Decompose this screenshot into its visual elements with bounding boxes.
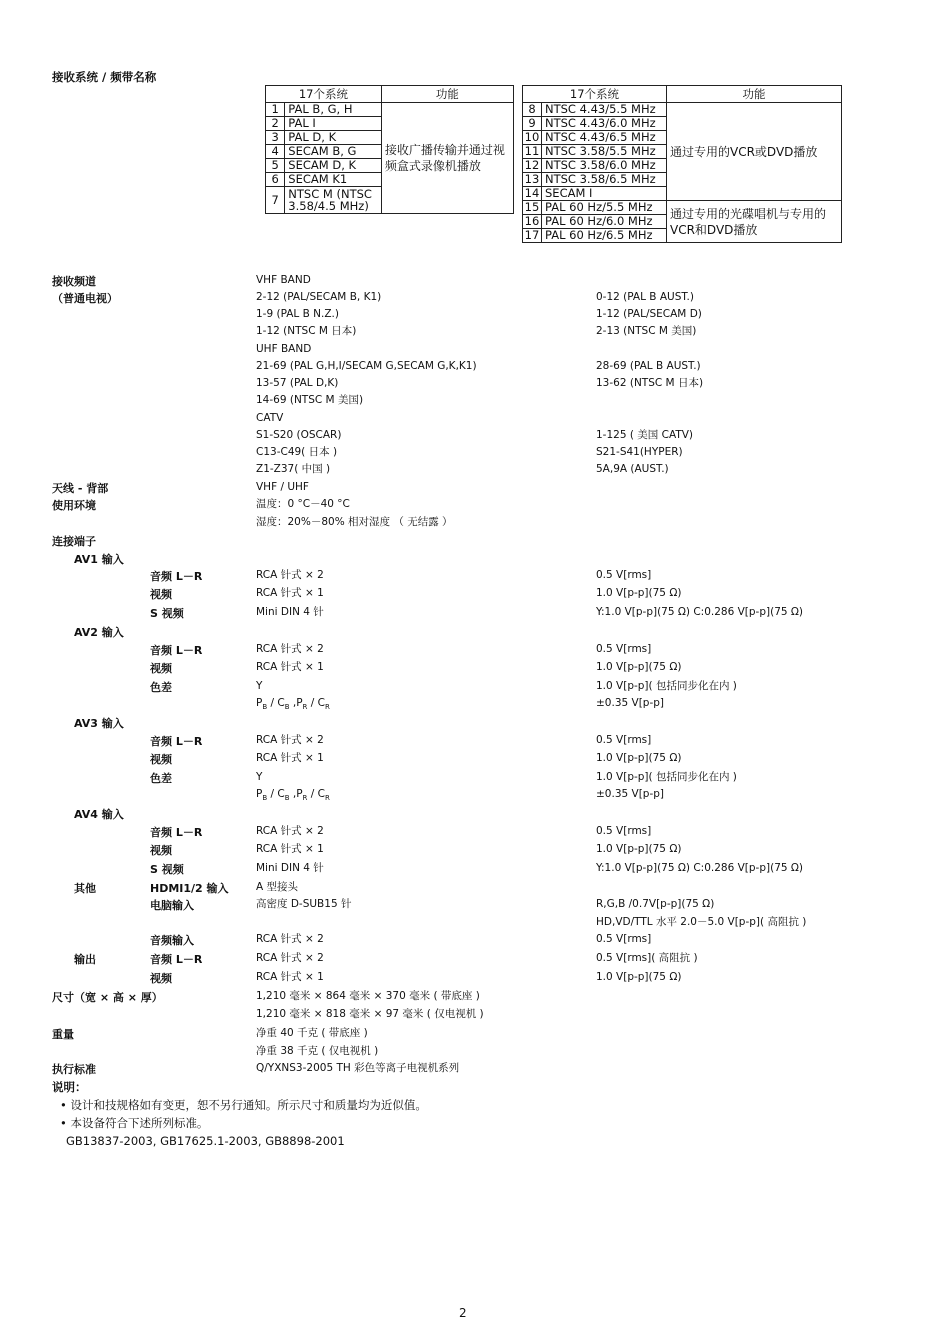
table-row [523,103,842,117]
spec-c3: Q/YXNS3-2005 TH 彩色等离子电视机系列 [256,1062,460,1074]
table1-header-function: 功能 [381,86,513,103]
spec-c3: 净重 40 千克 ( 带底座 ) [256,1027,368,1039]
pb-part: B [262,794,268,802]
spec-c3: VHF BAND [256,274,311,286]
spec-c3: 净重 38 千克 ( 仅电视机 ) [256,1045,379,1057]
spec-c2: S 视频 [150,607,184,620]
system-name: NTSC 4.43/6.0 MHz [542,117,667,131]
system-number: 3 [266,131,285,145]
notes-title: 说明： [52,1080,87,1094]
spec-c4: 0.5 V[rms]( 高阻抗 ) [596,952,698,964]
pb-part: P [256,788,263,800]
pb-part: ,P [289,697,303,709]
spec-c2: 音频 L－R [150,735,203,748]
system-number: 12 [523,159,542,173]
pb-part: R [324,703,330,711]
spec-c4: 1.0 V[p-p](75 Ω) [596,587,682,599]
system-number: 13 [523,173,542,187]
note-item: • 设计和技规格如有变更，恕不另行通知。所示尺寸和质量均为近似值。 [60,1098,427,1112]
spec-c3: 13-57 (PAL D,K) [256,377,339,389]
system-name: SECAM K1 [285,173,382,187]
spec-c3: 高密度 D-SUB15 针 [256,898,352,910]
spec-c3: RCA 针式 × 1 [256,843,324,855]
spec-c3: Mini DIN 4 针 [256,862,324,874]
pb-part: P [256,697,263,709]
spec-c4: 1-125 ( 美国 CATV) [596,429,694,441]
spec-c4: S21-S41(HYPER) [596,446,683,458]
spec-c4: 1.0 V[p-p](75 Ω) [596,971,682,983]
system-name: SECAM B, G [285,145,382,159]
spec-c3: RCA 针式 × 2 [256,825,324,837]
system-name: PAL B, G, H [285,103,382,117]
spec-c3: 1-9 (PAL B N.Z.) [256,308,339,320]
spec-c4: 0.5 V[rms] [596,734,652,746]
systems-table-2 [522,85,842,243]
spec-c1b: AV1 输入 [74,553,124,566]
system-name: SECAM D, K [285,159,382,173]
spec-c3: Y [256,680,263,692]
spec-c2: 电脑输入 [150,899,194,912]
note-standards: GB13837-2003, GB17625.1-2003, GB8898-2001 [66,1134,345,1148]
spec-c4: 1-12 (PAL/SECAM D) [596,308,702,320]
spec-c3: RCA 针式 × 2 [256,734,324,746]
spec-c4: 0.5 V[rms] [596,933,652,945]
spec-c2: 色差 [150,681,172,694]
pb-part: / C [307,788,325,800]
component-pb-pr [256,787,330,805]
table1-header-system: 17个系统 [266,86,382,103]
function-cell: 接收广播传输并通过视频盒式录像机播放 [381,103,513,214]
system-number: 2 [266,117,285,131]
function-cell: 通过专用的VCR或DVD播放 [667,103,842,201]
spec-c1: 尺寸（宽 × 高 × 厚） [52,991,163,1004]
spec-c3: 温度：0 °C－40 °C [256,498,350,510]
spec-c1b: AV2 输入 [74,626,124,639]
note-item: • 本设备符合下述所列标准。 [60,1116,209,1130]
system-name: SECAM I [542,187,667,201]
spec-c2: 音频输入 [150,934,194,947]
system-number: 9 [523,117,542,131]
spec-c3: UHF BAND [256,343,312,355]
spec-c1b: 输出 [74,953,96,966]
spec-c4: R,G,B /0.7V[p-p](75 Ω) [596,898,715,910]
spec-c1: （普通电视） [52,292,118,305]
spec-c1b: AV3 输入 [74,717,124,730]
spec-c3: CATV [256,412,284,424]
spec-c4: 1.0 V[p-p]( 包括同步化在内 ) [596,680,737,692]
system-name: NTSC 3.58/6.0 MHz [542,159,667,173]
pb-part: ,P [289,788,303,800]
spec-c3: C13-C49( 日本 ) [256,446,338,458]
pb-part: B [284,794,290,802]
spec-c3: Y [256,771,263,783]
system-number: 7 [266,187,285,214]
spec-c2: 音频 L－R [150,570,203,583]
spec-c4: 1.0 V[p-p](75 Ω) [596,661,682,673]
spec-c3: A 型接头 [256,881,299,893]
spec-c2: HDMI1/2 输入 [150,882,229,895]
function-cell: 通过专用的光碟唱机与专用的VCR和DVD播放 [667,201,842,243]
spec-c2: 视频 [150,753,172,766]
system-name: PAL 60 Hz/6.5 MHz [542,229,667,243]
spec-c3: 21-69 (PAL G,H,I/SECAM G,SECAM G,K,K1) [256,360,477,372]
spec-c3: Mini DIN 4 针 [256,606,324,618]
spec-c3: RCA 针式 × 1 [256,661,324,673]
system-name: PAL D, K [285,131,382,145]
spec-c2: 音频 L－R [150,644,203,657]
spec-c3: RCA 针式 × 1 [256,587,324,599]
pb-part: B [284,703,290,711]
spec-c3: 1,210 毫米 × 818 毫米 × 97 毫米 ( 仅电视机 ) [256,1008,484,1020]
spec-c1: 执行标准 [52,1063,96,1076]
system-name: NTSC 3.58/5.5 MHz [542,145,667,159]
pb-part: R [324,794,330,802]
spec-c3: RCA 针式 × 1 [256,752,324,764]
spec-c2: 视频 [150,972,172,985]
spec-c3: 1,210 毫米 × 864 毫米 × 370 毫米 ( 带底座 ) [256,990,480,1002]
spec-c3: RCA 针式 × 2 [256,643,324,655]
system-number: 17 [523,229,542,243]
system-name: NTSC 4.43/6.5 MHz [542,131,667,145]
spec-c2: 视频 [150,844,172,857]
spec-c1: 重量 [52,1028,74,1041]
spec-c2: 色差 [150,772,172,785]
spec-c2: 视频 [150,662,172,675]
table-row [523,201,842,215]
spec-c4: 28-69 (PAL B AUST.) [596,360,701,372]
spec-c2: 音频 L－R [150,826,203,839]
spec-c1: 天线 - 背部 [52,482,109,495]
spec-c4: 1.0 V[p-p](75 Ω) [596,843,682,855]
spec-c3: VHF / UHF [256,481,309,493]
spec-c4: 13-62 (NTSC M 日本) [596,377,704,389]
system-number: 6 [266,173,285,187]
system-number: 11 [523,145,542,159]
system-name: NTSC 4.43/5.5 MHz [542,103,667,117]
spec-c3: 2-12 (PAL/SECAM B, K1) [256,291,382,303]
system-name: NTSC 3.58/6.5 MHz [542,173,667,187]
spec-c4: 0-12 (PAL B AUST.) [596,291,694,303]
spec-c4: 0.5 V[rms] [596,569,652,581]
spec-c3: 14-69 (NTSC M 美国) [256,394,364,406]
spec-c2: 视频 [150,588,172,601]
systems-table-1 [265,85,514,214]
system-number: 5 [266,159,285,173]
table-row [266,103,514,117]
system-number: 14 [523,187,542,201]
pb-part: R [302,703,308,711]
spec-c4: ±0.35 V[p-p] [596,788,665,800]
spec-c3: RCA 针式 × 2 [256,952,324,964]
spec-c1: 使用环境 [52,499,96,512]
spec-c3: RCA 针式 × 2 [256,569,324,581]
spec-c1: 接收频道 [52,275,96,288]
spec-c4: 1.0 V[p-p](75 Ω) [596,752,682,764]
pb-part: / C [267,788,285,800]
spec-c1b: 其他 [74,882,96,895]
spec-c3: RCA 针式 × 2 [256,933,324,945]
system-number: 15 [523,201,542,215]
spec-c4: 1.0 V[p-p]( 包括同步化在内 ) [596,771,737,783]
system-name: PAL 60 Hz/5.5 MHz [542,201,667,215]
pb-part: B [262,703,268,711]
pb-part: / C [307,697,325,709]
spec-c4: Y:1.0 V[p-p](75 Ω) C:0.286 V[p-p](75 Ω) [596,606,804,618]
spec-c3: Z1-Z37( 中国 ) [256,463,331,475]
spec-c3: RCA 针式 × 1 [256,971,324,983]
spec-c2: S 视频 [150,863,184,876]
system-number: 10 [523,131,542,145]
table2-header-function: 功能 [667,86,842,103]
spec-c4: HD,VD/TTL 水平 2.0－5.0 V[p-p]( 高阻抗 ) [596,916,807,928]
page-number: 2 [459,1306,467,1320]
spec-c4: ±0.35 V[p-p] [596,697,665,709]
table2-header-system: 17个系统 [523,86,667,103]
system-number: 16 [523,215,542,229]
component-pb-pr [256,696,330,714]
system-name: PAL I [285,117,382,131]
spec-c2: 音频 L－R [150,953,203,966]
system-number: 8 [523,103,542,117]
pb-part: R [302,794,308,802]
spec-c1b: AV4 输入 [74,808,124,821]
spec-c3: S1-S20 (OSCAR) [256,429,342,441]
spec-c4: Y:1.0 V[p-p](75 Ω) C:0.286 V[p-p](75 Ω) [596,862,804,874]
spec-c1: 连接端子 [52,535,96,548]
section-title: 接收系统 / 频带名称 [52,70,157,84]
pb-part: / C [267,697,285,709]
system-number: 1 [266,103,285,117]
spec-c4: 2-13 (NTSC M 美国) [596,325,697,337]
system-name: PAL 60 Hz/6.0 MHz [542,215,667,229]
spec-c4: 0.5 V[rms] [596,643,652,655]
system-name: NTSC M (NTSC 3.58/4.5 MHz) [285,187,382,214]
spec-c3: 湿度：20%－80% 相对湿度 （ 无结露 ） [256,516,453,528]
spec-c4: 0.5 V[rms] [596,825,652,837]
spec-c3: 1-12 (NTSC M 日本) [256,325,357,337]
system-number: 4 [266,145,285,159]
spec-c4: 5A,9A (AUST.) [596,463,669,475]
